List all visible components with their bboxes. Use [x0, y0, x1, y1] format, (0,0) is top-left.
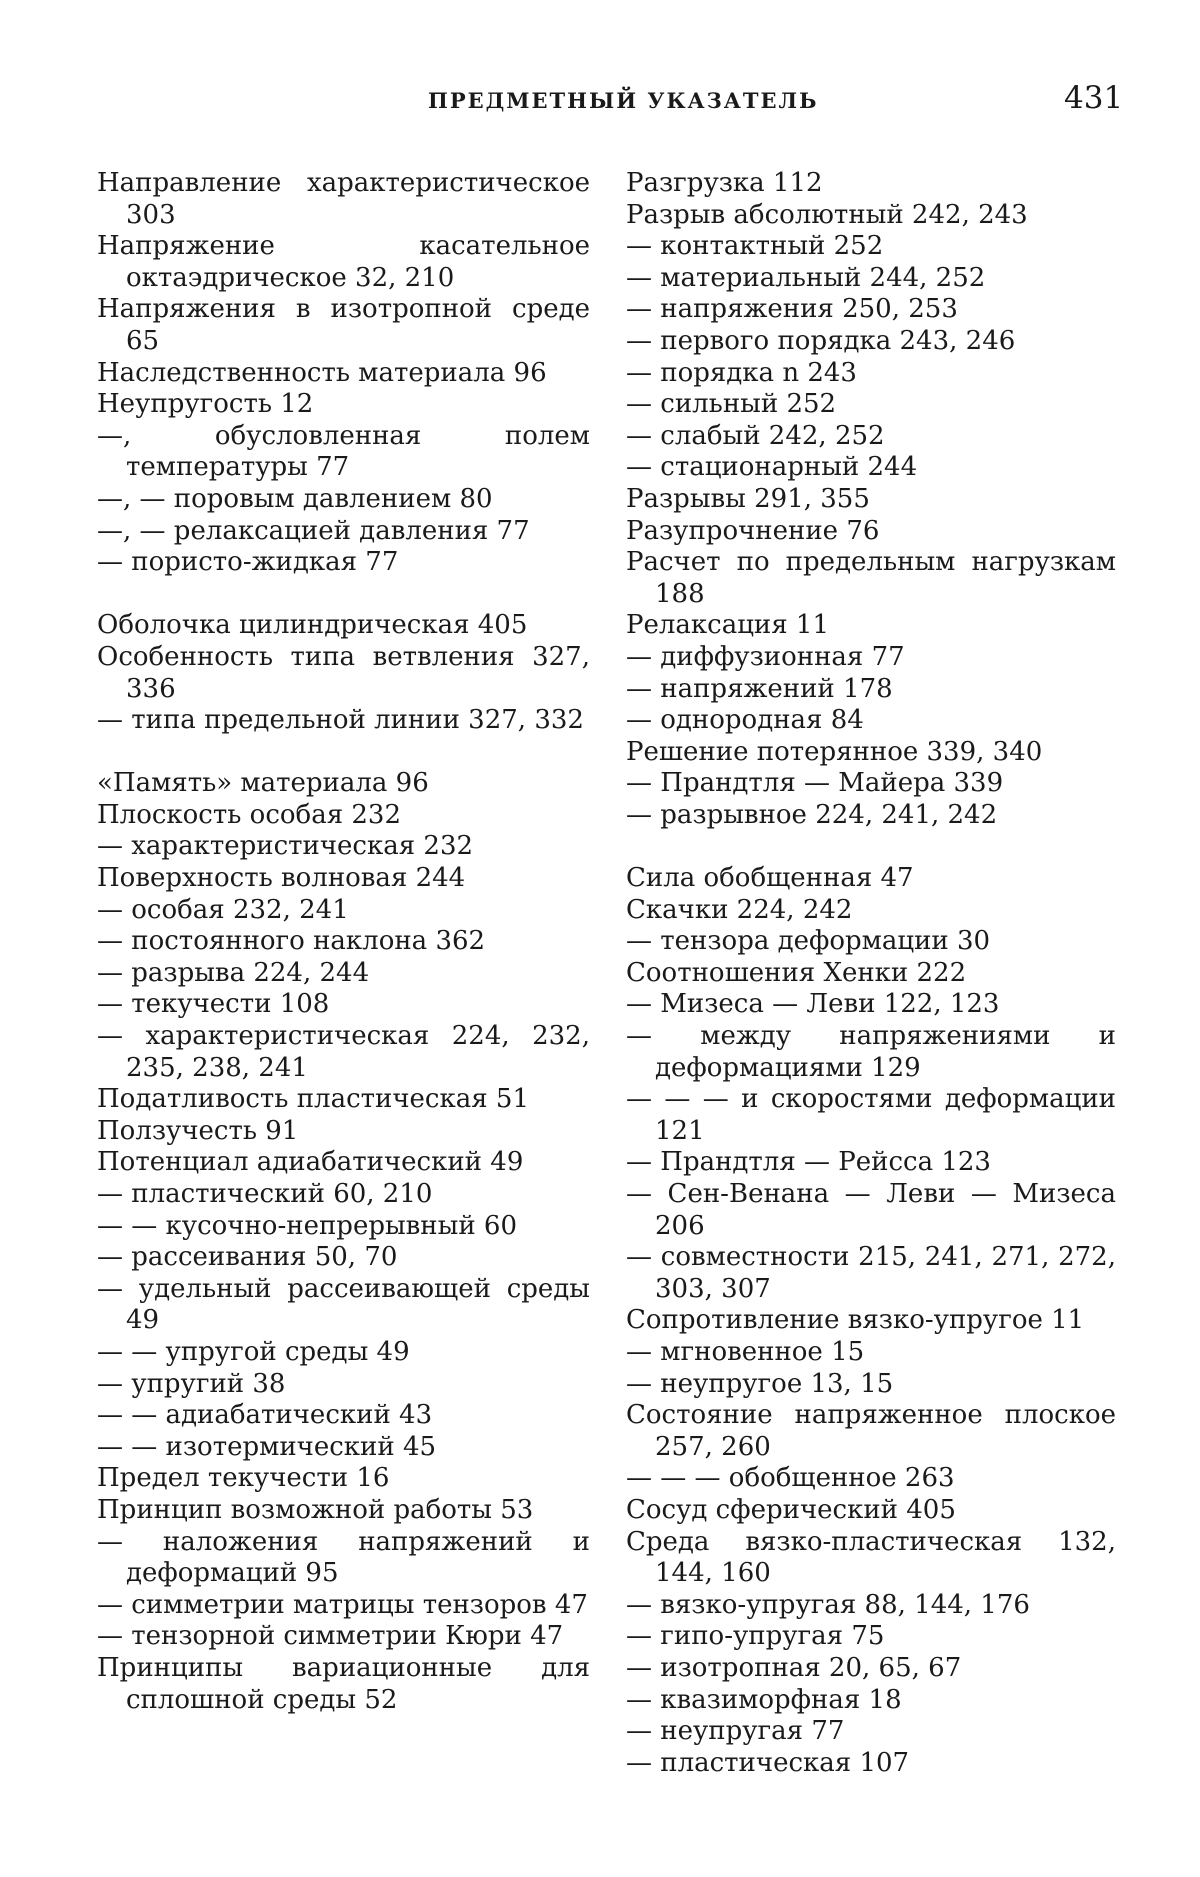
index-entry: Сосуд сферический 405	[626, 1494, 956, 1525]
index-entry: — однородная 84	[626, 705, 864, 736]
index-entry: Наследственность материала 96	[97, 357, 547, 388]
index-entry: — удельный рассеивающей среды 49	[97, 1273, 590, 1336]
index-entry: — характеристическая 232	[97, 831, 474, 862]
index-entry: — симметрии матрицы тензоров 47	[97, 1589, 588, 1620]
index-entry: Соотношения Хенки 222	[626, 957, 967, 988]
index-entry: — пластический 60, 210	[97, 1179, 433, 1209]
running-title: ПРЕДМЕТНЫЙ УКАЗАТЕЛЬ	[428, 88, 819, 113]
index-entry: — гипо-упругая 75	[626, 1621, 885, 1652]
index-entry: — стационарный 244	[626, 452, 918, 483]
index-entry: — — упругой среды 49	[97, 1336, 410, 1367]
index-entry: — неупругая 77	[626, 1716, 845, 1747]
index-entry: Релаксация 11	[626, 610, 830, 641]
index-entry: Скачки 224, 242	[626, 894, 853, 925]
index-entry: Разрыв абсолютный 242, 243	[626, 199, 1028, 230]
index-entry: Ползучесть 91	[97, 1115, 299, 1146]
index-entry: —, — релаксацией давления 77	[97, 515, 530, 546]
index-entry: — разрывное 224, 241, 242	[626, 799, 998, 830]
index-entry: — текучести 108	[97, 989, 330, 1020]
index-entry: — слабый 242, 252	[626, 420, 885, 451]
index-entry: Плоскость особая 232	[97, 799, 401, 830]
index-entry: — — — обобщенное 263	[626, 1463, 955, 1494]
index-entry: — — — и скоростями деформации 121	[626, 1084, 1116, 1146]
index-entry: — сильный 252	[626, 389, 837, 420]
index-entry: Предел текучести 16	[97, 1463, 390, 1494]
index-entry: — первого порядка 243, 246	[626, 325, 1016, 356]
index-entry: — упругий 38	[97, 1368, 286, 1399]
index-entry: — между напряжениями и деформациями 129	[626, 1021, 1116, 1083]
index-column-right	[626, 168, 1116, 1779]
index-entry: Потенциал адиабатический 49	[97, 1147, 524, 1178]
index-entry: — наложения напряжений и деформаций 95	[97, 1526, 590, 1589]
index-entry: — типа предельной линии 327, 332	[97, 705, 584, 736]
index-entry: Разгрузка 112	[626, 168, 823, 198]
index-entry: — тензорной симметрии Кюри 47	[97, 1621, 564, 1652]
index-entry: — изотропная 20, 65, 67	[626, 1652, 962, 1683]
index-entry: — мгновенное 15	[626, 1336, 865, 1367]
index-entry: — вязко-упругая 88, 144, 176	[626, 1589, 1030, 1620]
index-entry: — особая 232, 241	[97, 894, 349, 925]
index-entry: — квазиморфная 18	[626, 1684, 902, 1715]
index-entry: Сопротивление вязко-упругое 11	[626, 1305, 1085, 1336]
index-entry: Напряжения в изотропной среде 65	[97, 294, 590, 356]
index-entry: — разрыва 224, 244	[97, 957, 370, 988]
index-entry: — Мизеса — Леви 122, 123	[626, 989, 1000, 1020]
index-entry: — — изотермический 45	[97, 1431, 437, 1462]
index-entry: Напряжение касательное октаэдрическое 32, 210	[97, 231, 590, 293]
page-number: 431	[1064, 80, 1124, 116]
index-entry: — напряжений 178	[626, 673, 893, 704]
index-entry: — совместности 215, 241, 271, 272, 303, 307	[626, 1242, 1116, 1304]
index-entry: — материальный 244, 252	[626, 262, 986, 293]
index-entry: — постоянного наклона 362	[97, 926, 486, 957]
index-column-left	[97, 168, 590, 1716]
index-entry: — тензора деформации 30	[626, 926, 991, 957]
index-entry: — контактный 252	[626, 231, 884, 262]
index-entry: — рассеивания 50, 70	[97, 1242, 398, 1273]
index-entry: Особенность типа ветвления 327, 336	[97, 641, 590, 704]
index-entry: — неупругое 13, 15	[626, 1368, 894, 1399]
index-entry: — пластическая 107	[626, 1747, 910, 1778]
index-entry: Податливость пластическая 51	[97, 1084, 529, 1115]
index-entry: Разрывы 291, 355	[626, 483, 870, 514]
index-entry: —, — поровым давлением 80	[97, 483, 493, 514]
index-entry: Направление характеристическое 303	[97, 168, 590, 230]
index-entry: — характеристическая 224, 232, 235, 238, 241	[97, 1021, 590, 1083]
index-entry: —, обусловленная полем температуры 77	[97, 420, 590, 483]
index-entry: — Сен-Венана — Леви — Мизеса 206	[626, 1179, 1116, 1241]
index-entry: — пористо-жидкая 77	[97, 547, 399, 578]
index-entry: Расчет по предельным нагрузкам 188	[626, 547, 1116, 609]
index-entry: Принцип возможной работы 53	[97, 1494, 534, 1525]
index-entry: — Прандтля — Рейсса 123	[626, 1147, 991, 1178]
index-entry: — напряжения 250, 253	[626, 294, 958, 325]
index-entry: Решение потерянное 339, 340	[626, 736, 1043, 767]
index-entry: Поверхность волновая 244	[97, 863, 466, 894]
index-entry: Неупругость 12	[97, 389, 314, 420]
index-entry: — — кусочно-непрерывный 60	[97, 1210, 517, 1241]
index-entry: Разупрочнение 76	[626, 515, 880, 546]
index-entry: — Прандтля — Майера 339	[626, 768, 1004, 799]
index-entry: Оболочка цилиндрическая 405	[97, 610, 528, 641]
index-entry: — — адиабатический 43	[97, 1400, 433, 1431]
index-entry: Состояние напряженное плоское 257, 260	[626, 1400, 1116, 1462]
index-entry: Принципы вариационные для сплошной среды 52	[97, 1652, 590, 1715]
index-entry: «Память» материала 96	[97, 768, 429, 799]
index-entry: — порядка n 243	[626, 357, 857, 388]
index-entry: Сила обобщенная 47	[626, 863, 914, 894]
index-entry: — диффузионная 77	[626, 641, 905, 672]
index-entry: Среда вязко-пластическая 132, 144, 160	[626, 1526, 1116, 1589]
